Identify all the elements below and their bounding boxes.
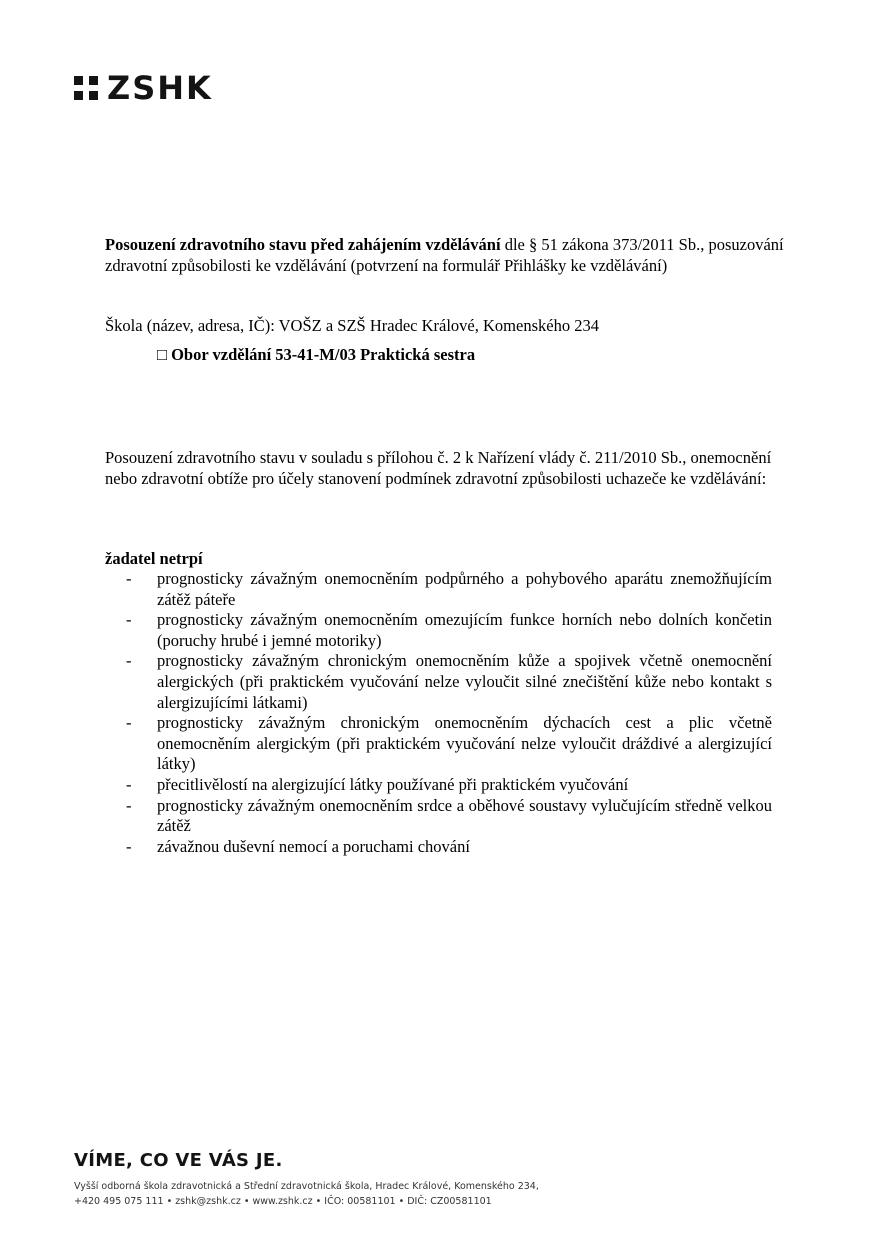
list-item bbox=[126, 837, 772, 858]
list-item-text: prognosticky závažným onemocněním srdce a oběhové soustavy vylučujícím středně velkou zátěž bbox=[157, 795, 772, 836]
dash-icon: - bbox=[126, 569, 132, 588]
list-item bbox=[126, 569, 772, 610]
list-item-text: prognosticky závažným chronickým onemocněním dýchacích cest a plic včetně onemocněním alergickým (při praktickém vyučování nelze vyloučit dráždivé a alergizující látky) bbox=[157, 713, 772, 774]
list-item-text: prognosticky závažným chronickým onemocněním kůže a spojivek včetně onemocnění alergických (při praktickém vyučování nelze vyloučit silné znečištění kůže nebo kontakt s alergizujícími látkami) bbox=[157, 651, 772, 712]
dash-icon: - bbox=[126, 836, 132, 856]
list-item-text: závažnou duševní nemocí a poruchami chování bbox=[157, 836, 470, 856]
school-logo bbox=[74, 69, 213, 107]
list-item-text: přecitlivělostí na alergizující látky používané při praktickém vyučování bbox=[157, 774, 629, 794]
dash-icon: - bbox=[126, 774, 132, 794]
conditions-heading: žadatel netrpí bbox=[105, 549, 203, 568]
logo-text: ZSHK bbox=[107, 69, 213, 107]
obor-line bbox=[157, 345, 475, 366]
checkbox-icon: □ bbox=[157, 345, 167, 364]
dash-icon: - bbox=[126, 795, 132, 815]
list-item bbox=[126, 610, 772, 651]
intro-bold: Posouzení zdravotního stavu před zahájením vzdělávání bbox=[105, 235, 501, 254]
footer-address: Vyšší odborná škola zdravotnická a Střední zdravotnická škola, Hradec Králové, Komenského 234, bbox=[74, 1181, 539, 1192]
school-line: Škola (název, adresa, IČ): VOŠZ a SZŠ Hradec Králové, Komenského 234 bbox=[105, 316, 599, 335]
dash-icon: - bbox=[126, 713, 132, 733]
list-item bbox=[126, 775, 772, 796]
dash-icon: - bbox=[126, 610, 132, 630]
footer-slogan: VÍME, CO VE VÁS JE. bbox=[74, 1150, 283, 1171]
intro-rest: dle § 51 zákona 373/2011 Sb., posuzování zdravotní způsobilosti ke vzdělávání (potvrzení na formulář Přihlášky ke vzdělávání) bbox=[105, 235, 784, 275]
intro-paragraph bbox=[105, 235, 795, 276]
list-item-text: prognosticky závažným onemocněním podpůrného a pohybového aparátu znemožňujícím zátěž páteře bbox=[157, 569, 772, 609]
list-item-text: prognosticky závažným onemocněním omezujícím funkce horních nebo dolních končetin (poruchy hrubé i jemné motoriky) bbox=[157, 610, 772, 650]
conditions-list bbox=[126, 569, 772, 857]
list-item bbox=[126, 713, 772, 775]
assessment-paragraph: Posouzení zdravotního stavu v souladu s přílohou č. 2 k Nařízení vlády č. 211/2010 Sb., onemocnění nebo zdravotní obtíže pro účely stanovení podmínek zdravotní způsobilosti uchazeče ke vzdělávání: bbox=[105, 448, 772, 488]
logo-squares-icon bbox=[74, 76, 98, 100]
footer-contacts: +420 495 075 111 • zshk@zshk.cz • www.zshk.cz • IČO: 00581101 • DIČ: CZ00581101 bbox=[74, 1196, 492, 1207]
list-item bbox=[126, 796, 772, 837]
list-item bbox=[126, 651, 772, 713]
obor-text: Obor vzdělání 53-41-M/03 Praktická sestra bbox=[171, 345, 476, 364]
dash-icon: - bbox=[126, 651, 132, 671]
